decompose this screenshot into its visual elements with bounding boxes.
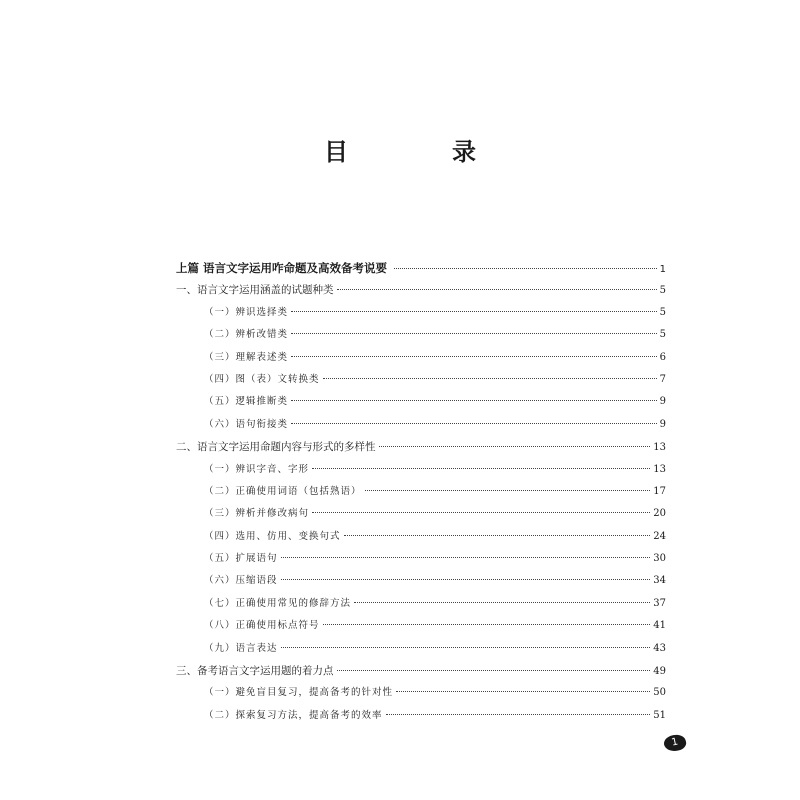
dot-leader [291, 423, 657, 424]
dot-leader [281, 647, 651, 648]
dot-leader [312, 512, 650, 513]
dot-leader [337, 289, 657, 290]
dot-leader [281, 557, 651, 558]
item-title: （三）理解表述类 [204, 351, 289, 363]
toc-item[interactable] [176, 526, 666, 548]
toc-item[interactable] [176, 593, 666, 615]
page-number: 20 [653, 508, 666, 520]
toc-section-entry[interactable] [176, 660, 666, 682]
dot-leader [291, 333, 657, 334]
item-title: （九）语言表达 [204, 642, 278, 654]
toc-item[interactable] [176, 302, 666, 324]
toc-item[interactable] [176, 548, 666, 570]
dot-leader [337, 670, 651, 671]
page-number: 1 [659, 264, 666, 275]
toc-item[interactable] [176, 391, 666, 413]
page-number: 49 [653, 666, 666, 678]
item-title: （四）图（表）文转换类 [204, 373, 320, 385]
page-number: 34 [653, 575, 666, 587]
page-number: 41 [653, 620, 666, 632]
dot-leader [354, 602, 650, 603]
dot-leader [386, 714, 651, 715]
page-number: 9 [659, 396, 666, 408]
dot-leader [281, 579, 651, 580]
page-number: 13 [653, 463, 666, 475]
dot-leader [379, 446, 651, 447]
toc-item[interactable] [176, 705, 666, 727]
toc-item[interactable] [176, 682, 666, 704]
toc-item[interactable] [176, 481, 666, 503]
toc-item[interactable] [176, 638, 666, 660]
item-title: （一）避免盲目复习，提高备考的针对性 [204, 687, 394, 699]
item-title: （六）语句衔接类 [204, 418, 289, 430]
item-title: （一）辨识字音、字形 [204, 463, 310, 475]
part-name: 上篇 [176, 261, 199, 275]
toc-section-entry[interactable] [176, 436, 666, 458]
dot-leader [365, 490, 651, 491]
toc-item[interactable] [176, 503, 666, 525]
page-title: 目 录 [324, 138, 516, 166]
toc-item[interactable] [176, 324, 666, 346]
item-title: （八）正确使用标点符号 [204, 620, 320, 632]
dot-leader [394, 268, 657, 269]
page-number: 6 [659, 351, 666, 363]
item-title: （六）压缩语段 [204, 575, 278, 587]
page-number: 13 [653, 442, 666, 454]
page-number: 17 [653, 485, 666, 497]
toc-item[interactable] [176, 570, 666, 592]
dot-leader [323, 624, 651, 625]
page-number: 5 [659, 329, 666, 341]
page-number: 7 [659, 373, 666, 385]
page-number: 5 [659, 306, 666, 318]
item-title: （一）辨识选择类 [204, 306, 289, 318]
item-title: （七）正确使用常见的修辞方法 [204, 597, 352, 609]
section-title: 二、语言文字运用命题内容与形式的多样性 [176, 441, 376, 454]
toc-item[interactable] [176, 615, 666, 637]
item-title: （三）辨析并修改病句 [204, 508, 310, 520]
page-number: 37 [653, 597, 666, 609]
page-number: 30 [653, 553, 666, 565]
dot-leader [291, 400, 657, 401]
dot-leader [396, 691, 650, 692]
page-number: 5 [659, 285, 666, 297]
item-title: （二）探索复习方法，提高备考的效率 [204, 709, 383, 721]
table-of-contents [176, 257, 666, 727]
page-number: 9 [659, 418, 666, 430]
item-title: （四）选用、仿用、变换句式 [204, 530, 341, 542]
toc-item[interactable] [176, 414, 666, 436]
section-title: 一、语言文字运用涵盖的试题种类 [176, 284, 334, 297]
item-title: （二）辨析改错类 [204, 329, 289, 341]
dot-leader [291, 311, 657, 312]
dot-leader [323, 378, 657, 379]
toc-item[interactable] [176, 347, 666, 369]
page-number: 43 [653, 642, 666, 654]
toc-item[interactable] [176, 369, 666, 391]
dot-leader [312, 468, 650, 469]
page-number: 51 [653, 709, 666, 721]
page-number-badge: 1 [663, 733, 688, 753]
part-title: 语言文字运用咋命题及高效备考说要 [203, 261, 387, 275]
page-number: 50 [653, 687, 666, 699]
dot-leader [291, 356, 657, 357]
item-title: （五）逻辑推断类 [204, 396, 289, 408]
item-title: （五）扩展语句 [204, 553, 278, 565]
page-number: 24 [653, 530, 666, 542]
toc-section-entry[interactable] [176, 279, 666, 301]
item-title: （二）正确使用词语（包括熟语） [204, 485, 362, 497]
dot-leader [344, 535, 651, 536]
section-title: 三、备考语言文字运用题的着力点 [176, 665, 334, 678]
toc-item[interactable] [176, 459, 666, 481]
toc-part-entry[interactable] [176, 257, 666, 279]
